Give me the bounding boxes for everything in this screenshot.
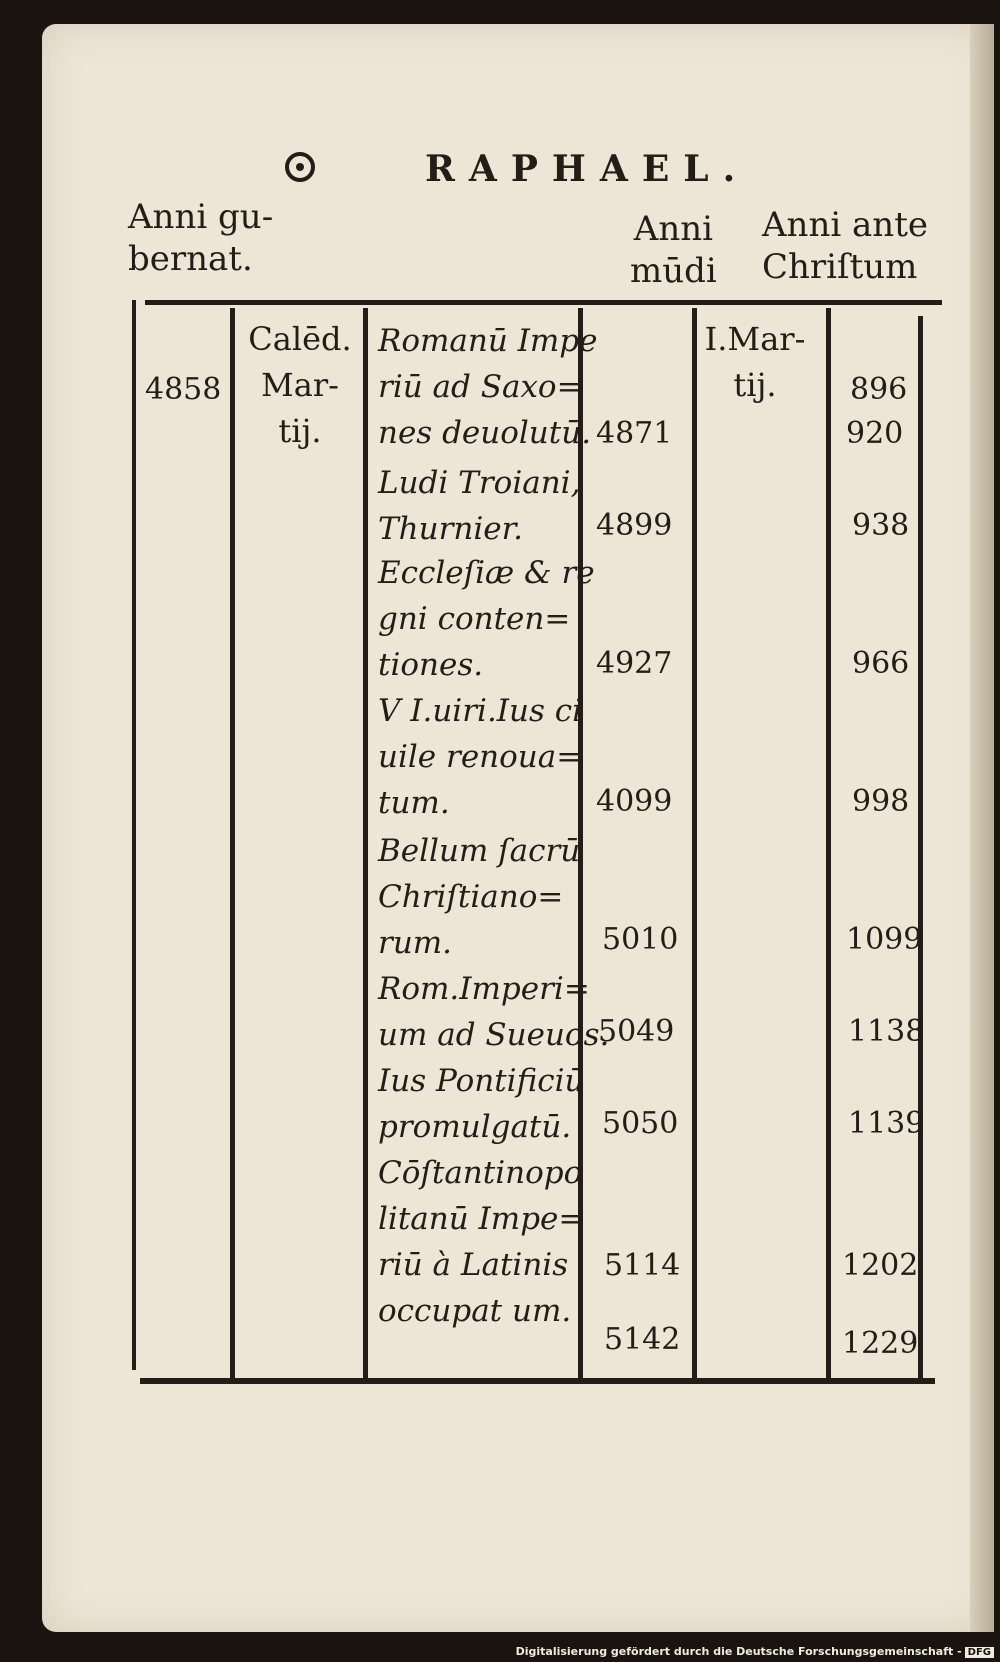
ante-value: 1138 bbox=[848, 1014, 925, 1049]
ante-value: 920 bbox=[846, 416, 904, 451]
date-cell: I.Mar- tij. bbox=[704, 320, 806, 404]
mundi-value: 5114 bbox=[604, 1248, 681, 1283]
digitization-credit bbox=[516, 1645, 994, 1658]
column-divider bbox=[826, 308, 831, 1378]
ante-value: 1099 bbox=[846, 922, 923, 957]
header-anni-ante-christum: Anni ante Chriſtum bbox=[762, 205, 928, 287]
entry-text: Rom.Imperi= um ad Sueuos. bbox=[378, 971, 610, 1053]
entry-text: Ius Pontificiū promulgatū. bbox=[378, 1063, 585, 1145]
entry-text: V I.uiri.Ius ci uile renoua= tum. bbox=[378, 693, 583, 821]
entry-text: Ludi Troiani, Thurnier. bbox=[378, 465, 581, 547]
dfg-logo: DFG bbox=[965, 1647, 994, 1658]
gubernat-year: 4858 bbox=[145, 372, 222, 407]
page-spine bbox=[970, 24, 994, 1632]
mundi-value: 5050 bbox=[602, 1106, 679, 1141]
ante-value: 1202 bbox=[842, 1248, 919, 1283]
ante-value: 1139 bbox=[848, 1106, 925, 1141]
column-divider bbox=[363, 308, 368, 1378]
ante-value: 966 bbox=[852, 646, 910, 681]
entry-text: Cōſtantinopo litanū Impe= riū à Latinis occupat um. bbox=[378, 1155, 585, 1329]
column-divider bbox=[230, 308, 235, 1378]
table-bottom-rule bbox=[140, 1378, 935, 1384]
ante-value: 896 bbox=[850, 372, 908, 407]
mundi-value: 4927 bbox=[596, 646, 673, 681]
column-divider bbox=[692, 308, 697, 1378]
ante-value: 938 bbox=[852, 508, 910, 543]
mundi-value: 4871 bbox=[596, 416, 673, 451]
page-title bbox=[285, 148, 805, 198]
table-top-rule bbox=[145, 300, 942, 305]
entry-text: Eccleſiæ & re gni conten= tiones. bbox=[378, 555, 595, 683]
mundi-value: 4899 bbox=[596, 508, 673, 543]
entry-text: Bellum ſacrū Chriſtiano= rum. bbox=[378, 833, 581, 961]
column-divider bbox=[132, 300, 136, 1370]
mundi-value: 5142 bbox=[604, 1322, 681, 1357]
mundi-value: 5049 bbox=[598, 1014, 675, 1049]
mundi-value: 4099 bbox=[596, 784, 673, 819]
entry-text: Romanū Impe riū ad Saxo= nes deuolutū. bbox=[378, 323, 598, 451]
header-anni-mundi: Anni mūdi bbox=[630, 209, 717, 291]
ante-value: 998 bbox=[852, 784, 910, 819]
ante-value: 1229 bbox=[842, 1326, 919, 1361]
sun-symbol-icon bbox=[285, 152, 315, 182]
caled-cell: Calēd. Mar- tij. bbox=[248, 320, 352, 450]
column-divider bbox=[918, 316, 923, 1380]
credit-text: Digitalisierung gefördert durch die Deutsche Forschungsgemeinschaft - bbox=[515, 1645, 962, 1658]
mundi-value: 5010 bbox=[602, 922, 679, 957]
header-anni-gubernat: Anni gu- bernat. bbox=[128, 197, 274, 279]
title-text: RAPHAEL. bbox=[425, 148, 750, 190]
